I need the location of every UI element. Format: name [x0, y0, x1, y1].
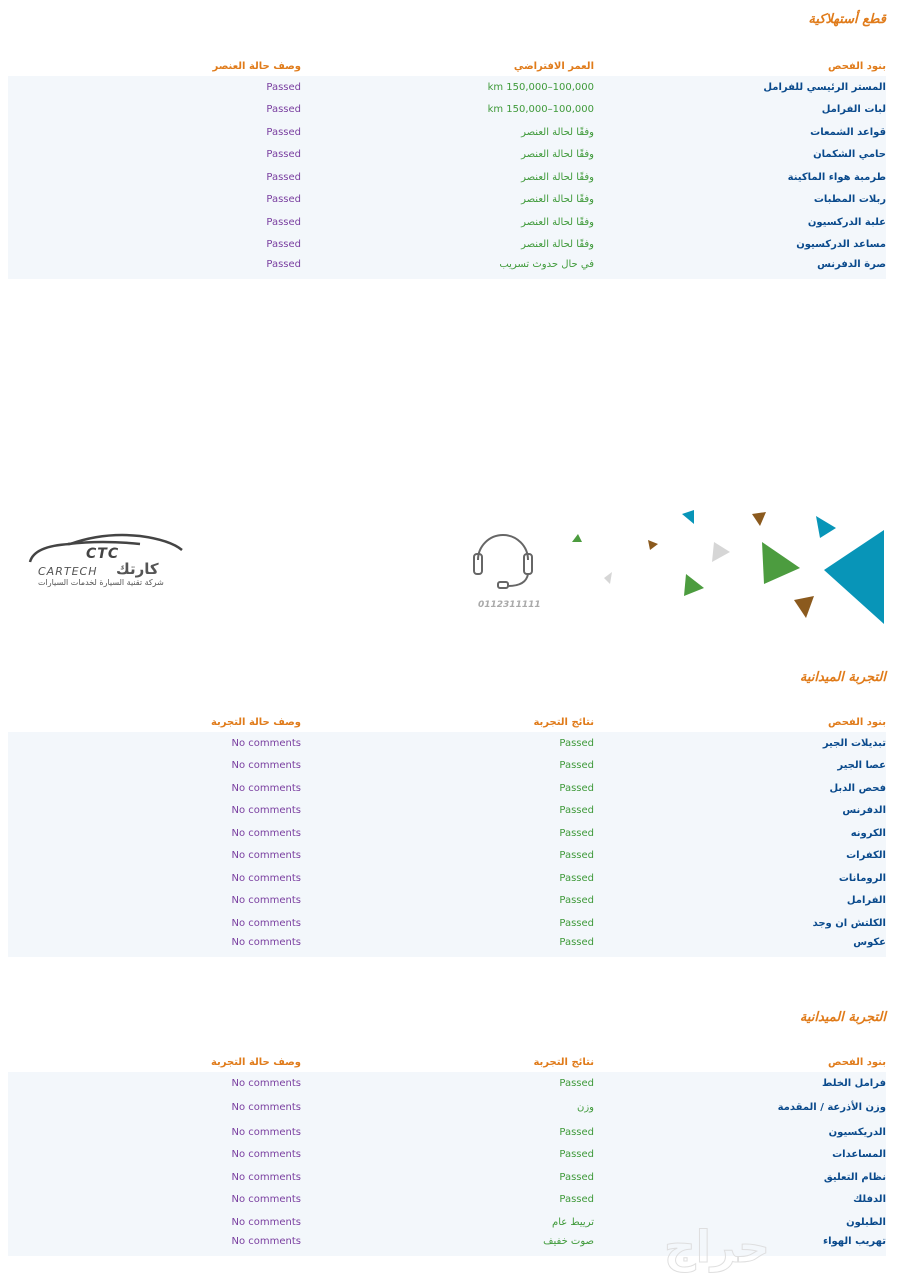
cell-item: المستر الرئيسي للفرامل — [763, 81, 886, 93]
cell-mid: Passed — [559, 1194, 594, 1206]
table-row — [8, 1121, 886, 1143]
cell-desc: No comments — [231, 850, 301, 862]
header-mid: نتائج التجربة — [301, 1028, 594, 1072]
header-desc: وصف حالة العنصر — [8, 32, 301, 76]
table-row — [8, 144, 886, 167]
cell-item: صرة الدفرنس — [817, 258, 886, 270]
cell-desc: No comments — [231, 872, 301, 884]
table-header-row — [8, 1028, 886, 1072]
cell-desc: Passed — [266, 104, 301, 116]
section-title-consumables: قطع أستهلاكية — [808, 12, 886, 27]
table-row — [8, 1166, 886, 1188]
table-header-row — [8, 688, 886, 732]
header-desc: وصف حالة التجربة — [8, 688, 301, 732]
cell-mid: Passed — [559, 805, 594, 817]
cell-desc: No comments — [231, 1236, 301, 1248]
header-item: بنود الفحص — [594, 1028, 886, 1072]
triangle-grey-small — [604, 572, 612, 584]
cell-item: الكفرات — [846, 850, 886, 862]
cell-desc: Passed — [266, 149, 301, 161]
table-row — [8, 256, 886, 279]
cell-mid: Passed — [559, 937, 594, 949]
table-row — [8, 1072, 886, 1094]
cell-item: عصا الجير — [837, 760, 886, 772]
cell-item: ربلات المطبات — [813, 194, 886, 206]
cell-item: الدفلك — [853, 1194, 886, 1206]
field-test-table-1 — [8, 688, 886, 957]
cell-item: الكرونه — [850, 827, 886, 839]
table-row — [8, 1189, 886, 1211]
cell-mid: Passed — [559, 737, 594, 749]
cell-mid: Passed — [559, 917, 594, 929]
section-title-field-test-2: التجربة الميدانية — [799, 1010, 886, 1025]
cell-desc: No comments — [231, 1149, 301, 1161]
cell-desc: Passed — [266, 126, 301, 138]
cell-mid: km 150,000–100,000 — [487, 81, 594, 93]
logo-tagline: شركة تقنية السيارة لخدمات السيارات — [38, 578, 164, 587]
cell-mid: Passed — [559, 872, 594, 884]
table-row — [8, 732, 886, 755]
cell-mid: ترييط عام — [552, 1216, 594, 1228]
cell-item: الدفرنس — [842, 805, 886, 817]
cell-item: الكلتش ان وجد — [812, 917, 886, 929]
triangle-brown-small — [648, 540, 658, 550]
cell-item: الفرامل — [846, 895, 886, 907]
cell-desc: No comments — [231, 1102, 301, 1114]
cell-mid: وفقًا لحالة العنصر — [521, 239, 594, 251]
triangle-blue-top — [682, 510, 694, 524]
logo-name-ar: كارتك — [116, 560, 159, 578]
cell-desc: No comments — [231, 917, 301, 929]
table-row — [8, 234, 886, 257]
cell-mid: وزن — [576, 1102, 594, 1114]
cell-mid: Passed — [559, 895, 594, 907]
table-row — [8, 211, 886, 234]
table-row — [8, 76, 886, 99]
cell-mid: Passed — [559, 782, 594, 794]
headset-icon — [474, 535, 532, 588]
cell-desc: No comments — [231, 895, 301, 907]
table-row — [8, 777, 886, 800]
header-mid: نتائج التجربة — [301, 688, 594, 732]
cell-desc: Passed — [266, 194, 301, 206]
table-row — [8, 99, 886, 122]
header-mid: العمر الافتراضي — [301, 32, 594, 76]
cell-mid: وفقًا لحالة العنصر — [521, 194, 594, 206]
table-row — [8, 1094, 886, 1121]
table-row — [8, 912, 886, 935]
table-row — [8, 935, 886, 958]
cell-mid: Passed — [559, 827, 594, 839]
triangle-green-mid — [684, 574, 704, 596]
cell-mid: Passed — [559, 1127, 594, 1139]
cell-item: الدريكسيون — [828, 1127, 886, 1139]
cell-item: المساعدات — [832, 1149, 886, 1161]
table-row — [8, 755, 886, 778]
cell-item: فرامل الخلط — [822, 1077, 886, 1089]
cell-item: نظام التعليق — [823, 1171, 886, 1183]
cell-desc: Passed — [266, 216, 301, 228]
cell-desc: No comments — [231, 827, 301, 839]
cell-desc: No comments — [231, 760, 301, 772]
consumables-table — [8, 32, 886, 279]
cell-mid: وفقًا لحالة العنصر — [521, 171, 594, 183]
cell-desc: No comments — [231, 937, 301, 949]
triangle-grey — [712, 542, 730, 562]
table-row — [8, 121, 886, 144]
cell-desc: Passed — [266, 171, 301, 183]
phone-number: 0112311111 — [478, 600, 541, 610]
logo-abbr: CTC — [86, 546, 120, 562]
cell-item: طرمبة هواء الماكينة — [787, 171, 886, 183]
triangle-brown-top — [752, 512, 766, 526]
logo-name-en: CARTECH — [38, 565, 98, 578]
cell-item: حامي الشكمان — [813, 149, 886, 161]
table-header-row — [8, 32, 886, 76]
table-row — [8, 1144, 886, 1166]
header-item: بنود الفحص — [594, 32, 886, 76]
cell-desc: No comments — [231, 782, 301, 794]
cell-mid: وفقًا لحالة العنصر — [521, 126, 594, 138]
cell-mid: وفقًا لحالة العنصر — [521, 216, 594, 228]
triangle-green-large — [762, 542, 800, 584]
cell-desc: Passed — [266, 81, 301, 93]
cell-desc: No comments — [231, 1127, 301, 1139]
cell-item: وزن الأذرعة / المقدمة — [777, 1102, 886, 1114]
table-row — [8, 800, 886, 823]
cell-mid: Passed — [559, 1149, 594, 1161]
cell-mid: صوت خفيف — [543, 1236, 594, 1248]
cell-item: الرومانات — [838, 872, 886, 884]
cell-item: لبات الفرامل — [821, 104, 886, 116]
cell-mid: Passed — [559, 1171, 594, 1183]
cell-item: عكوس — [853, 937, 886, 949]
cell-item: تهريب الهواء — [823, 1236, 886, 1248]
header-item: بنود الفحص — [594, 688, 886, 732]
cell-item: قواعد الشمعات — [810, 126, 886, 138]
cell-mid: وفقًا لحالة العنصر — [521, 149, 594, 161]
triangle-blue-small — [816, 516, 836, 538]
cell-desc: No comments — [231, 1077, 301, 1089]
triangle-brown-bottom — [794, 596, 814, 618]
table-row — [8, 890, 886, 913]
cell-item: فحص الدبل — [829, 782, 886, 794]
table-row — [8, 867, 886, 890]
watermark-logo: حراج — [664, 1222, 770, 1273]
cell-item: علبة الدركسيون — [807, 216, 886, 228]
triangle-green-small — [572, 534, 582, 542]
cell-desc: No comments — [231, 1194, 301, 1206]
cell-item: الطبلون — [846, 1216, 886, 1228]
cell-item: مساعد الدركسيون — [796, 239, 886, 251]
cell-desc: No comments — [231, 1171, 301, 1183]
cell-desc: Passed — [266, 258, 301, 270]
table-row — [8, 845, 886, 868]
cell-mid: Passed — [559, 850, 594, 862]
section-title-field-test-1: التجربة الميدانية — [799, 670, 886, 685]
cell-desc: Passed — [266, 239, 301, 251]
cell-mid: Passed — [559, 760, 594, 772]
table-row — [8, 189, 886, 212]
cell-mid: Passed — [559, 1077, 594, 1089]
triangle-blue-large — [824, 530, 884, 624]
cell-desc: No comments — [231, 737, 301, 749]
header-desc: وصف حالة التجربة — [8, 1028, 301, 1072]
cell-desc: No comments — [231, 805, 301, 817]
table-row — [8, 166, 886, 189]
cell-desc: No comments — [231, 1216, 301, 1228]
table-row — [8, 822, 886, 845]
cell-item: تبديلات الجير — [822, 737, 886, 749]
cell-mid: km 150,000–100,000 — [487, 104, 594, 116]
cell-mid: في حال حدوث تسريب — [499, 258, 594, 270]
